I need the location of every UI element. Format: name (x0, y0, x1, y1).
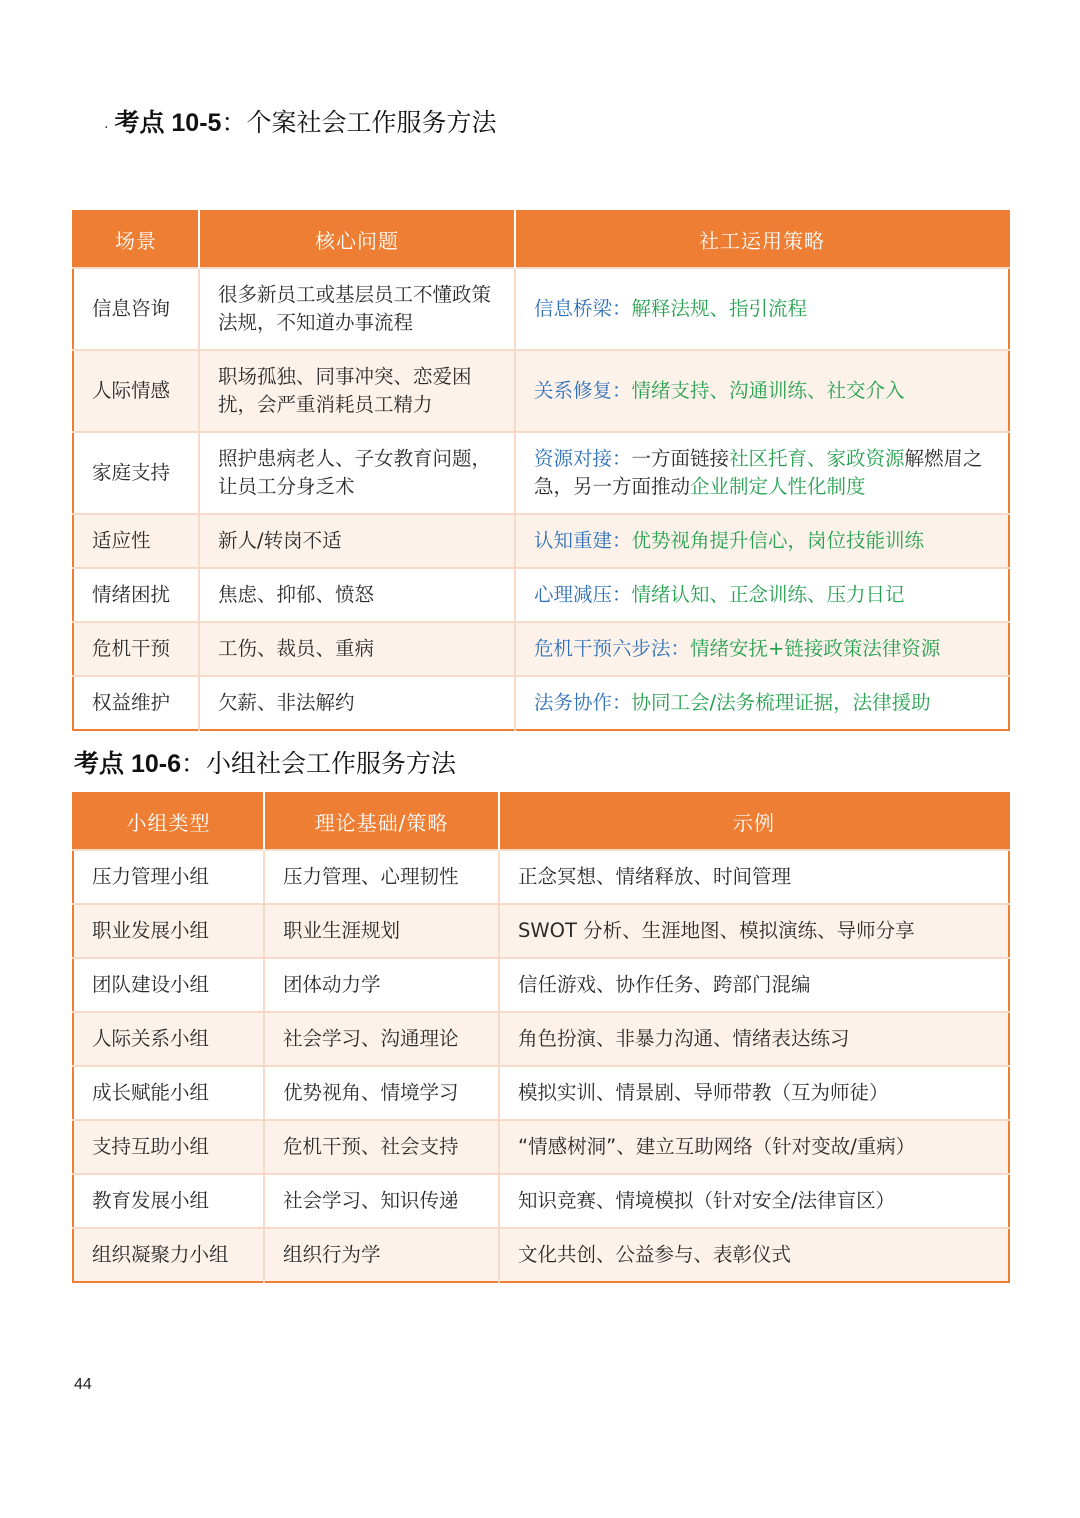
table-row (73, 904, 1009, 958)
strategy-text: 优势视角提升信心，岗位技能训练 (631, 529, 925, 552)
header-problem: 核心问题 (199, 211, 515, 268)
header-example: 示例 (499, 793, 1009, 850)
table-row (73, 1012, 1009, 1066)
strategy-label: 资源对接： (534, 447, 632, 470)
scene-cell: 人际情感 (73, 350, 199, 432)
header-group-type: 小组类型 (73, 793, 264, 850)
table-row (73, 850, 1009, 904)
problem-cell: 欠薪、非法解约 (199, 676, 515, 730)
group-type-cell: 组织凝聚力小组 (73, 1228, 264, 1282)
strategy-label: 信息桥梁： (534, 297, 632, 320)
theory-cell: 团体动力学 (264, 958, 499, 1012)
problem-cell: 很多新员工或基层员工不懂政策法规，不知道办事流程 (199, 268, 515, 350)
heading-sep: ： (180, 749, 206, 778)
scene-cell: 信息咨询 (73, 268, 199, 350)
strategy-text: 情绪安抚+链接政策法律资源 (690, 637, 941, 660)
theory-cell: 社会学习、知识传递 (264, 1174, 499, 1228)
strategy-text: 协同工会/法务梳理证据，法律援助 (631, 691, 931, 714)
example-cell: 知识竞赛、情境模拟（针对安全/法律盲区） (499, 1174, 1009, 1228)
strategy-text-part: 解燃眉之急，另一方面推动 (534, 447, 983, 498)
scene-cell: 家庭支持 (73, 432, 199, 514)
strategy-label: 关系修复： (534, 379, 632, 402)
theory-cell: 压力管理、心理韧性 (264, 850, 499, 904)
theory-cell: 危机干预、社会支持 (264, 1120, 499, 1174)
group-type-cell: 团队建设小组 (73, 958, 264, 1012)
table-row (73, 514, 1009, 568)
example-cell: 信任游戏、协作任务、跨部门混编 (499, 958, 1009, 1012)
table-row (73, 1120, 1009, 1174)
group-work-table (72, 792, 1010, 1283)
problem-cell: 职场孤独、同事冲突、恋爱困扰，会严重消耗员工精力 (199, 350, 515, 432)
strategy-cell (515, 514, 1009, 568)
table-row (73, 958, 1009, 1012)
page-number: 44 (74, 1376, 92, 1393)
heading-title: 小组社会工作服务方法 (206, 749, 457, 778)
strategy-text: 情绪认知、正念训练、压力日记 (631, 583, 905, 606)
group-type-cell: 成长赋能小组 (73, 1066, 264, 1120)
example-cell: 模拟实训、情景剧、导师带教（互为师徒） (499, 1066, 1009, 1120)
table-row (73, 676, 1009, 730)
table-row (73, 568, 1009, 622)
strategy-cell (515, 268, 1009, 350)
problem-cell: 新人/转岗不适 (199, 514, 515, 568)
scene-cell: 情绪困扰 (73, 568, 199, 622)
group-type-cell: 人际关系小组 (73, 1012, 264, 1066)
example-cell: “情感树洞”、建立互助网络（针对变故/重病） (499, 1120, 1009, 1174)
group-type-cell: 职业发展小组 (73, 904, 264, 958)
strategy-text: 情绪支持、沟通训练、社交介入 (631, 379, 905, 402)
strategy-cell (515, 568, 1009, 622)
header-scene: 场景 (73, 211, 199, 268)
heading-sep: ： (221, 108, 247, 137)
heading-code: 考点 10-5 (114, 109, 222, 137)
strategy-label: 认知重建： (534, 529, 632, 552)
group-type-cell: 教育发展小组 (73, 1174, 264, 1228)
section-heading-10-5 (104, 110, 496, 136)
theory-cell: 优势视角、情境学习 (264, 1066, 499, 1120)
strategy-label: 法务协作： (534, 691, 632, 714)
group-type-cell: 压力管理小组 (73, 850, 264, 904)
theory-cell: 组织行为学 (264, 1228, 499, 1282)
table-header-row (73, 793, 1009, 850)
table-header-row (73, 211, 1009, 268)
table-row (73, 350, 1009, 432)
table-row (73, 432, 1009, 514)
strategy-label: 危机干预六步法： (534, 637, 691, 660)
scene-cell: 适应性 (73, 514, 199, 568)
heading-title: 个案社会工作服务方法 (246, 108, 497, 137)
group-type-cell: 支持互助小组 (73, 1120, 264, 1174)
heading-marker: . (104, 116, 109, 132)
header-strategy: 社工运用策略 (515, 211, 1009, 268)
table-row (73, 268, 1009, 350)
problem-cell: 焦虑、抑郁、愤怒 (199, 568, 515, 622)
problem-cell: 工伤、裁员、重病 (199, 622, 515, 676)
example-cell: SWOT 分析、生涯地图、模拟演练、导师分享 (499, 904, 1009, 958)
strategy-text-part: 企业制定人性化制度 (690, 475, 866, 498)
example-cell: 角色扮演、非暴力沟通、情绪表达练习 (499, 1012, 1009, 1066)
table-row (73, 1174, 1009, 1228)
strategy-cell (515, 350, 1009, 432)
problem-cell: 照护患病老人、子女教育问题，让员工分身乏术 (199, 432, 515, 514)
strategy-label: 心理减压： (534, 583, 632, 606)
table-row (73, 1066, 1009, 1120)
strategy-text-part: 一方面链接 (631, 447, 730, 470)
theory-cell: 职业生涯规划 (264, 904, 499, 958)
strategy-cell (515, 676, 1009, 730)
strategy-cell (515, 432, 1009, 514)
heading-code: 考点 10-6 (74, 750, 181, 778)
table-row (73, 622, 1009, 676)
header-theory: 理论基础/策略 (264, 793, 499, 850)
scene-cell: 危机干预 (73, 622, 199, 676)
table-row (73, 1228, 1009, 1282)
theory-cell: 社会学习、沟通理论 (264, 1012, 499, 1066)
example-cell: 文化共创、公益参与、表彰仪式 (499, 1228, 1009, 1282)
strategy-text-part: 社区托育、家政资源 (729, 447, 905, 470)
case-work-table (72, 210, 1010, 731)
example-cell: 正念冥想、情绪释放、时间管理 (499, 850, 1009, 904)
scene-cell: 权益维护 (73, 676, 199, 730)
section-heading-10-6 (74, 751, 456, 777)
strategy-text: 解释法规、指引流程 (631, 297, 808, 320)
strategy-cell (515, 622, 1009, 676)
